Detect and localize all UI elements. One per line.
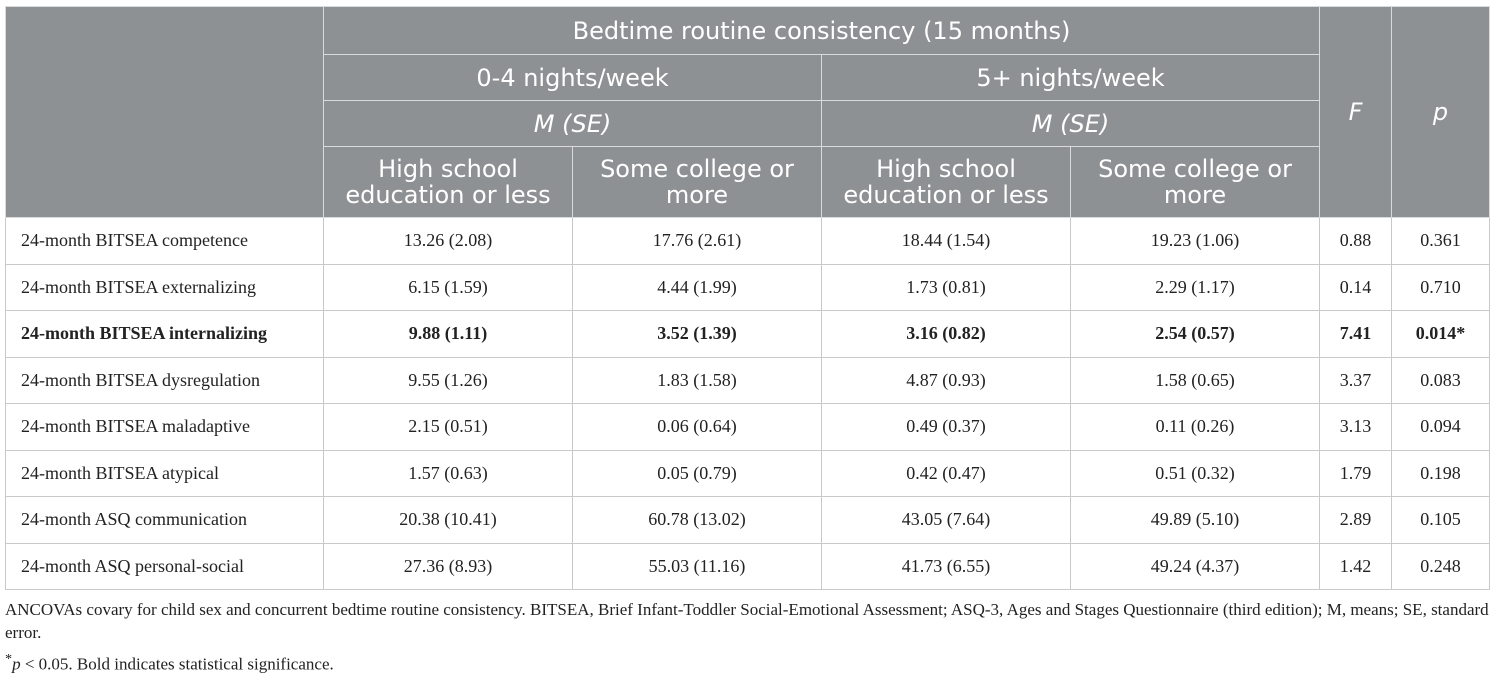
cell-low-college: 1.83 (1.58) [573, 357, 822, 404]
row-label: 24-month BITSEA maladaptive [6, 404, 324, 451]
cell-p: 0.710 [1392, 264, 1490, 311]
cell-f: 1.79 [1320, 450, 1392, 497]
results-table-container [5, 6, 1489, 590]
header-group-title: Bedtime routine consistency (15 months) [324, 7, 1320, 55]
significance-p-symbol: p [12, 654, 21, 674]
cell-low-hs: 13.26 (2.08) [324, 218, 573, 265]
cell-high-hs: 41.73 (6.55) [822, 543, 1071, 590]
cell-high-college: 1.58 (0.65) [1071, 357, 1320, 404]
row-label: 24-month BITSEA internalizing [6, 311, 324, 358]
header-p: p [1392, 7, 1490, 218]
cell-high-hs: 43.05 (7.64) [822, 497, 1071, 544]
cell-high-college: 2.54 (0.57) [1071, 311, 1320, 358]
cell-p: 0.198 [1392, 450, 1490, 497]
table-row [6, 264, 1490, 311]
table-row [6, 404, 1490, 451]
cell-p: 0.014* [1392, 311, 1490, 358]
header-stat-a: M (SE) [324, 101, 822, 147]
significance-text: < 0.05. Bold indicates statistical significance. [20, 654, 334, 674]
cell-low-college: 60.78 (13.02) [573, 497, 822, 544]
cell-low-hs: 1.57 (0.63) [324, 450, 573, 497]
cell-high-hs: 3.16 (0.82) [822, 311, 1071, 358]
significance-note [5, 648, 1489, 676]
table-row [6, 218, 1490, 265]
header-group-a: 0-4 nights/week [324, 55, 822, 101]
cell-f: 1.42 [1320, 543, 1392, 590]
cell-low-hs: 20.38 (10.41) [324, 497, 573, 544]
cell-low-college: 55.03 (11.16) [573, 543, 822, 590]
header-blank-cell [6, 7, 324, 218]
cell-low-hs: 2.15 (0.51) [324, 404, 573, 451]
abbreviation-note: ANCOVAs covary for child sex and concurrent bedtime routine consistency. BITSEA, Brief Infant-Toddler Social-Emotional Assessment; ASQ-3, Ages and Stages Questionnaire (third edition); M, means; SE, standard error. [5, 600, 1489, 642]
cell-f: 2.89 [1320, 497, 1392, 544]
cell-high-college: 2.29 (1.17) [1071, 264, 1320, 311]
table-row [6, 357, 1490, 404]
cell-high-hs: 18.44 (1.54) [822, 218, 1071, 265]
table-row [6, 497, 1490, 544]
header-f: F [1320, 7, 1392, 218]
cell-high-hs: 4.87 (0.93) [822, 357, 1071, 404]
cell-p: 0.361 [1392, 218, 1490, 265]
significance-star: * [5, 651, 13, 667]
cell-p: 0.083 [1392, 357, 1490, 404]
table-row-significant [6, 311, 1490, 358]
table-row [6, 450, 1490, 497]
cell-high-college: 0.11 (0.26) [1071, 404, 1320, 451]
table-header [6, 7, 1490, 218]
cell-f: 3.37 [1320, 357, 1392, 404]
header-sub-college-b: Some college or more [1071, 147, 1320, 218]
row-label: 24-month ASQ personal-social [6, 543, 324, 590]
cell-p: 0.094 [1392, 404, 1490, 451]
cell-low-hs: 27.36 (8.93) [324, 543, 573, 590]
cell-high-hs: 0.42 (0.47) [822, 450, 1071, 497]
cell-p: 0.248 [1392, 543, 1490, 590]
header-sub-college-a: Some college or more [573, 147, 822, 218]
table-footnotes [5, 598, 1489, 676]
cell-high-college: 49.89 (5.10) [1071, 497, 1320, 544]
table-body [6, 218, 1490, 590]
cell-f: 3.13 [1320, 404, 1392, 451]
row-label: 24-month BITSEA atypical [6, 450, 324, 497]
header-sub-hs-a: High school education or less [324, 147, 573, 218]
row-label: 24-month BITSEA externalizing [6, 264, 324, 311]
cell-high-college: 19.23 (1.06) [1071, 218, 1320, 265]
header-group-b: 5+ nights/week [822, 55, 1320, 101]
cell-low-college: 0.06 (0.64) [573, 404, 822, 451]
results-table [5, 6, 1490, 590]
cell-low-hs: 9.88 (1.11) [324, 311, 573, 358]
cell-high-college: 49.24 (4.37) [1071, 543, 1320, 590]
cell-high-hs: 0.49 (0.37) [822, 404, 1071, 451]
row-label: 24-month BITSEA dysregulation [6, 357, 324, 404]
header-sub-hs-b: High school education or less [822, 147, 1071, 218]
cell-low-college: 4.44 (1.99) [573, 264, 822, 311]
cell-f: 0.14 [1320, 264, 1392, 311]
cell-f: 7.41 [1320, 311, 1392, 358]
cell-low-college: 0.05 (0.79) [573, 450, 822, 497]
cell-p: 0.105 [1392, 497, 1490, 544]
row-label: 24-month BITSEA competence [6, 218, 324, 265]
cell-low-college: 3.52 (1.39) [573, 311, 822, 358]
cell-low-college: 17.76 (2.61) [573, 218, 822, 265]
cell-f: 0.88 [1320, 218, 1392, 265]
header-stat-b: M (SE) [822, 101, 1320, 147]
row-label: 24-month ASQ communication [6, 497, 324, 544]
cell-high-college: 0.51 (0.32) [1071, 450, 1320, 497]
cell-low-hs: 6.15 (1.59) [324, 264, 573, 311]
cell-high-hs: 1.73 (0.81) [822, 264, 1071, 311]
table-row [6, 543, 1490, 590]
cell-low-hs: 9.55 (1.26) [324, 357, 573, 404]
